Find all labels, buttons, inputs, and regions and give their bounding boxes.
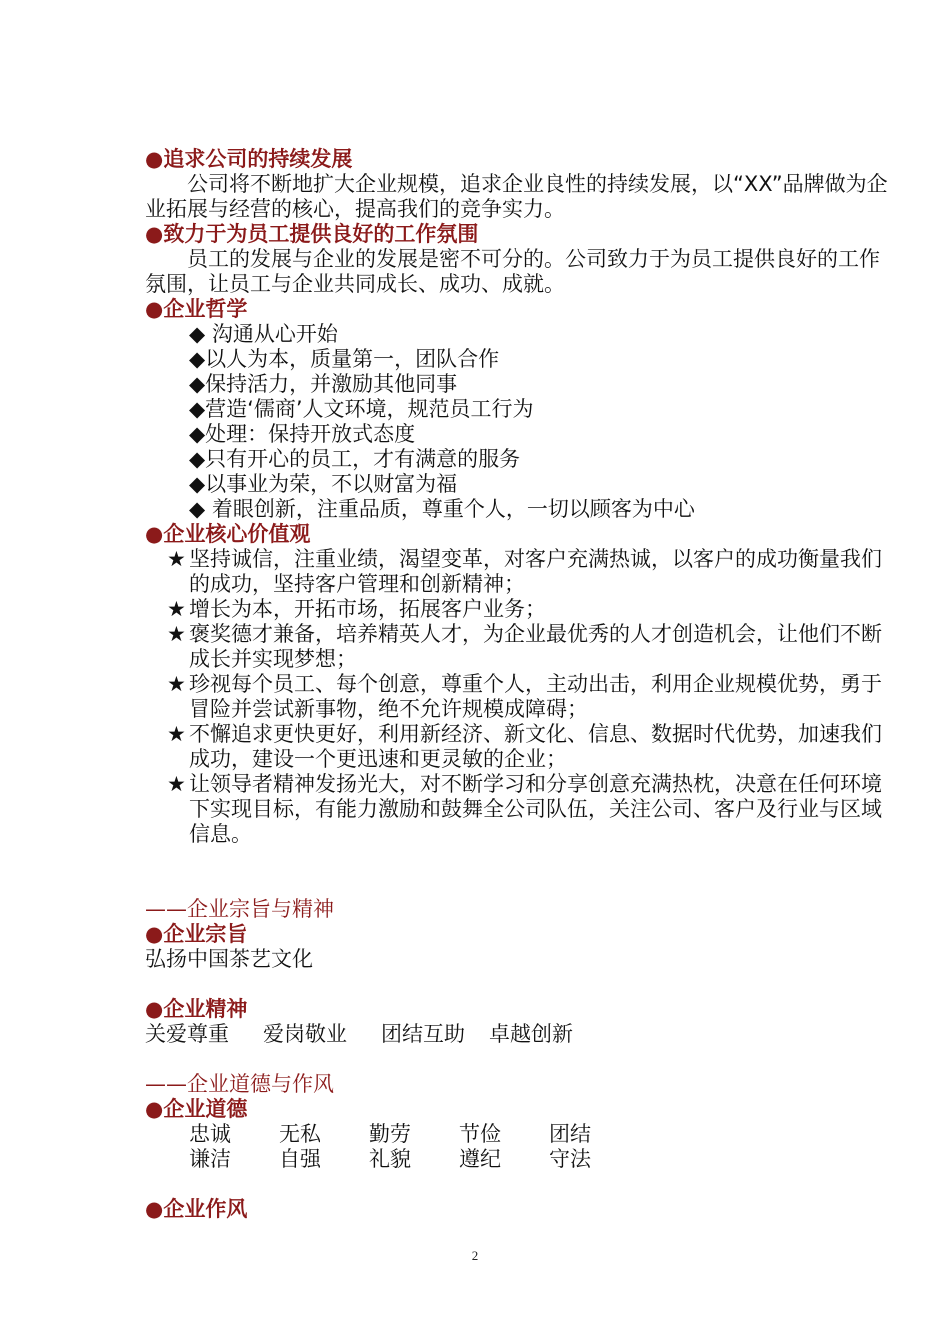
philosophy-list: [145, 322, 895, 522]
core-value-item: [167, 547, 895, 597]
paragraph-growth: 公司将不断地扩大企业规模，追求企业良性的持续发展，以“XX”品牌做为企业拓展与经营的核心，提高我们的竞争实力。: [145, 172, 888, 221]
ethics-item: 团结: [549, 1122, 591, 1146]
star-icon: ★: [167, 547, 186, 571]
philosophy-item: ◆ 着眼创新，注重品质，尊重个人，一切以顾客为中心: [189, 497, 695, 521]
ethics-item: 自强: [279, 1147, 321, 1171]
heading-philosophy: ●企业哲学: [145, 297, 248, 321]
spirit-item: 关爱尊重: [145, 1022, 229, 1046]
spacer: [145, 972, 895, 997]
core-value-item: [167, 722, 895, 772]
ethics-item: 勤劳: [369, 1122, 411, 1146]
spacer: [145, 1047, 895, 1072]
section-title-mission-spirit: ——企业宗旨与精神: [145, 897, 334, 921]
ethics-item: 忠诚: [189, 1122, 231, 1146]
spirit-item: 卓越创新: [489, 1022, 573, 1046]
core-value-text: 坚持诚信，注重业绩，渴望变革，对客户充满热诚，以客户的成功衡量我们的成功，坚持客户管理和创新精神；: [189, 547, 882, 596]
heading-growth: ●追求公司的持续发展: [145, 147, 353, 171]
ethics-row: [145, 1122, 895, 1147]
section-gap: [145, 847, 895, 897]
philosophy-item: ◆只有开心的员工，才有满意的服务: [189, 447, 521, 471]
core-value-item: [167, 772, 895, 847]
philosophy-item: ◆营造‘儒商’人文环境，规范员工行为: [189, 397, 534, 421]
ethics-item: 无私: [279, 1122, 321, 1146]
page-content: [145, 147, 895, 1222]
heading-style: ●企业作风: [145, 1197, 248, 1221]
core-value-text: 褒奖德才兼备，培养精英人才，为企业最优秀的人才创造机会，让他们不断成长并实现梦想；: [189, 622, 882, 671]
ethics-item: 谦洁: [189, 1147, 231, 1171]
spirit-list: [145, 1022, 895, 1047]
core-value-text: 让领导者精神发扬光大，对不断学习和分享创意充满热枕，决意在任何环境下实现目标，有能力激励和鼓舞全公司队伍，关注公司、客户及行业与区域信息。: [189, 772, 882, 846]
core-value-item: [167, 672, 895, 722]
core-value-item: [167, 622, 895, 672]
philosophy-item: ◆保持活力，并激励其他同事: [189, 372, 458, 396]
spacer: [145, 1172, 895, 1197]
star-icon: ★: [167, 597, 186, 621]
core-value-item: [167, 597, 895, 622]
core-values-list: [145, 547, 895, 847]
philosophy-item: ◆ 沟通从心开始: [189, 322, 338, 346]
paragraph-environment: 员工的发展与企业的发展是密不可分的。公司致力于为员工提供良好的工作氛围，让员工与企业共同成长、成功、成就。: [145, 247, 880, 296]
star-icon: ★: [167, 722, 186, 746]
core-value-text: 增长为本，开拓市场，拓展客户业务；: [189, 597, 546, 621]
heading-core-values: ●企业核心价值观: [145, 522, 311, 546]
ethics-item: 礼貌: [369, 1147, 411, 1171]
ethics-item: 遵纪: [459, 1147, 501, 1171]
star-icon: ★: [167, 672, 186, 696]
heading-environment: ●致力于为员工提供良好的工作氛围: [145, 222, 479, 246]
philosophy-item: ◆以人为本，质量第一，团队合作: [189, 347, 500, 371]
ethics-row: [145, 1147, 895, 1172]
star-icon: ★: [167, 622, 186, 646]
page-number: 2: [471, 1248, 479, 1263]
section-title-ethics-style: ——企业道德与作风: [145, 1072, 334, 1096]
ethics-item: 节俭: [459, 1122, 501, 1146]
core-value-text: 珍视每个员工、每个创意，尊重个人，主动出击，利用企业规模优势，勇于冒险并尝试新事物，绝不允许规模成障碍；: [189, 672, 882, 721]
heading-ethics: ●企业道德: [145, 1097, 248, 1121]
star-icon: ★: [167, 772, 186, 796]
ethics-item: 守法: [549, 1147, 591, 1171]
spirit-item: 团结互助: [381, 1022, 465, 1046]
heading-mission: ●企业宗旨: [145, 922, 248, 946]
philosophy-item: ◆以事业为荣，不以财富为福: [189, 472, 458, 496]
core-value-text: 不懈追求更快更好，利用新经济、新文化、信息、数据时代优势，加速我们成功，建设一个更迅速和更灵敏的企业；: [189, 722, 882, 771]
philosophy-item: ◆处理：保持开放式态度: [189, 422, 416, 446]
heading-spirit: ●企业精神: [145, 997, 248, 1021]
spirit-item: 爱岗敬业: [263, 1022, 347, 1046]
mission-text: 弘扬中国茶艺文化: [145, 947, 313, 971]
